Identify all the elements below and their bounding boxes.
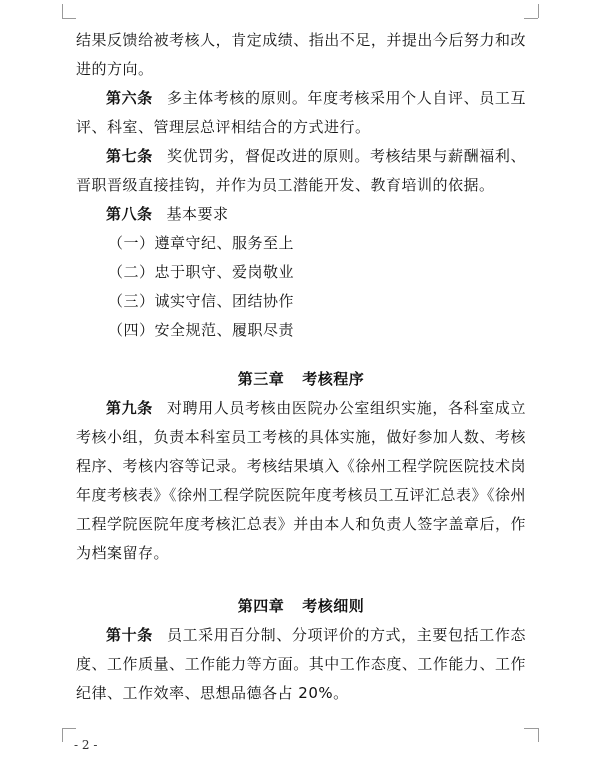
article-10 (76, 621, 526, 708)
article-9 (76, 394, 526, 568)
article-label: 第九条 (106, 399, 153, 417)
requirement-item: （一）遵章守纪、服务至上 (108, 234, 295, 252)
article-label: 第十条 (106, 626, 153, 644)
paragraph-text: 结果反馈给被考核人，肯定成绩、指出不足，并提出今后努力和改进的方向。 (76, 31, 526, 78)
document-body (76, 26, 526, 708)
article-label: 第八条 (106, 205, 153, 223)
chapter-number: 第四章 (237, 597, 285, 615)
article-8 (76, 200, 526, 229)
crop-mark-bottom-right-h (524, 728, 538, 729)
requirement-item: （四）安全规范、履职尽责 (108, 321, 295, 339)
crop-mark-top-left-v (62, 4, 63, 18)
article-text: 多主体考核的原则。年度考核采用个人自评、员工互评、科室、管理层总评相结合的方式进行。 (76, 89, 526, 136)
article-text: 基本要求 (166, 205, 229, 223)
article-label: 第七条 (106, 147, 153, 165)
crop-mark-bottom-left-v (62, 728, 63, 742)
chapter-heading-4 (76, 592, 526, 621)
paragraph-continuation (76, 26, 526, 84)
chapter-number: 第三章 (237, 370, 285, 388)
article-7 (76, 142, 526, 200)
crop-mark-bottom-right-v (538, 728, 539, 742)
article-text: 对聘用人员考核由医院办公室组织实施，各科室成立考核小组，负责本科室员工考核的具体实施，做好参加人数、考核程序、考核内容等记录。考核结果填入《徐州工程学院医院技术岗年度考核表》《徐州工程学院医院年度考核员工互评汇总表》《徐州工程学院医院年度考核汇总表》并由本人和负责人签字盖章后，作为档案留存。 (76, 399, 527, 562)
crop-mark-top-right-h (524, 18, 538, 19)
article-text: 奖优罚劣，督促改进的原则。考核结果与薪酬福利、晋职晋级直接挂钩，并作为员工潜能开发、教育培训的依据。 (76, 147, 526, 194)
page-number: - 2 - (74, 738, 98, 752)
requirement-item: （二）忠于职守、爱岗敬业 (108, 263, 295, 281)
requirement-item: （三）诚实守信、团结协作 (108, 292, 295, 310)
crop-mark-bottom-left-h (62, 728, 76, 729)
crop-mark-top-right-v (538, 4, 539, 18)
article-label: 第六条 (106, 89, 153, 107)
crop-mark-top-left-h (62, 18, 76, 19)
chapter-heading-3 (76, 365, 526, 394)
article-6 (76, 84, 526, 142)
chapter-title: 考核细则 (302, 597, 365, 615)
chapter-title: 考核程序 (302, 370, 365, 388)
article-text: 员工采用百分制、分项评价的方式，主要包括工作态度、工作质量、工作能力等方面。其中工作态度、工作能力、工作纪律、工作效率、思想品德各占 20%。 (76, 626, 526, 702)
